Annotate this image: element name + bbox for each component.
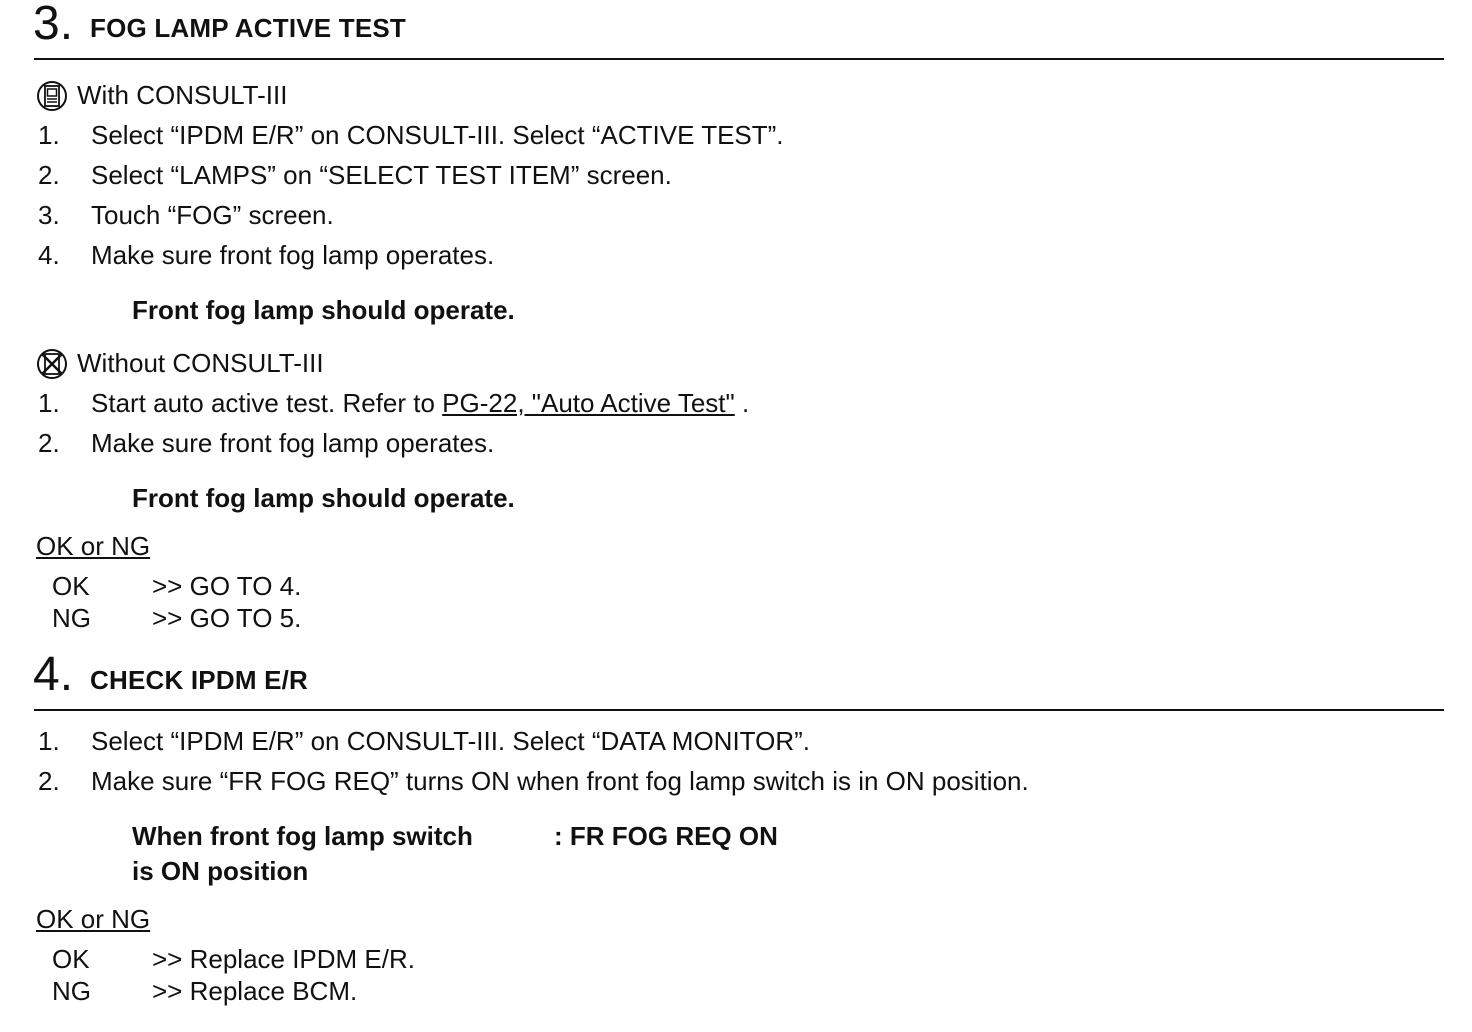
consult-iii-icon [36, 80, 68, 112]
with-consult-expectation: Front fog lamp should operate. [132, 295, 515, 325]
without-consult-expectation: Front fog lamp should operate. [132, 483, 515, 513]
step-4-title: CHECK IPDM E/R [90, 665, 309, 695]
without-consult-label: Without CONSULT-III [77, 348, 324, 378]
auto-active-test-link[interactable]: PG-22, "Auto Active Test" [442, 388, 735, 418]
step-3-rule [34, 58, 1444, 60]
ok-ng-label: OK or NG [36, 904, 151, 934]
step-3-number: 3. [33, 0, 74, 50]
ok-ng-label: OK or NG [36, 531, 151, 561]
result-ng-row: NG >> Replace BCM. [52, 976, 358, 1006]
result-ok-row: OK >> Replace IPDM E/R. [52, 944, 415, 974]
condition-line-1: When front fog lamp switch [132, 821, 473, 851]
condition-line-2: is ON position [132, 856, 309, 886]
result-ok-row: OK >> GO TO 4. [52, 571, 302, 601]
with-consult-label: With CONSULT-III [77, 80, 288, 110]
result-ng-row: NG >> GO TO 5. [52, 603, 302, 633]
without-consult-iii-icon [36, 348, 68, 380]
condition-value: : FR FOG REQ ON [554, 821, 778, 851]
step-4-rule [34, 709, 1444, 711]
step-3-title: FOG LAMP ACTIVE TEST [90, 13, 407, 43]
step-4-number: 4. [33, 648, 74, 701]
